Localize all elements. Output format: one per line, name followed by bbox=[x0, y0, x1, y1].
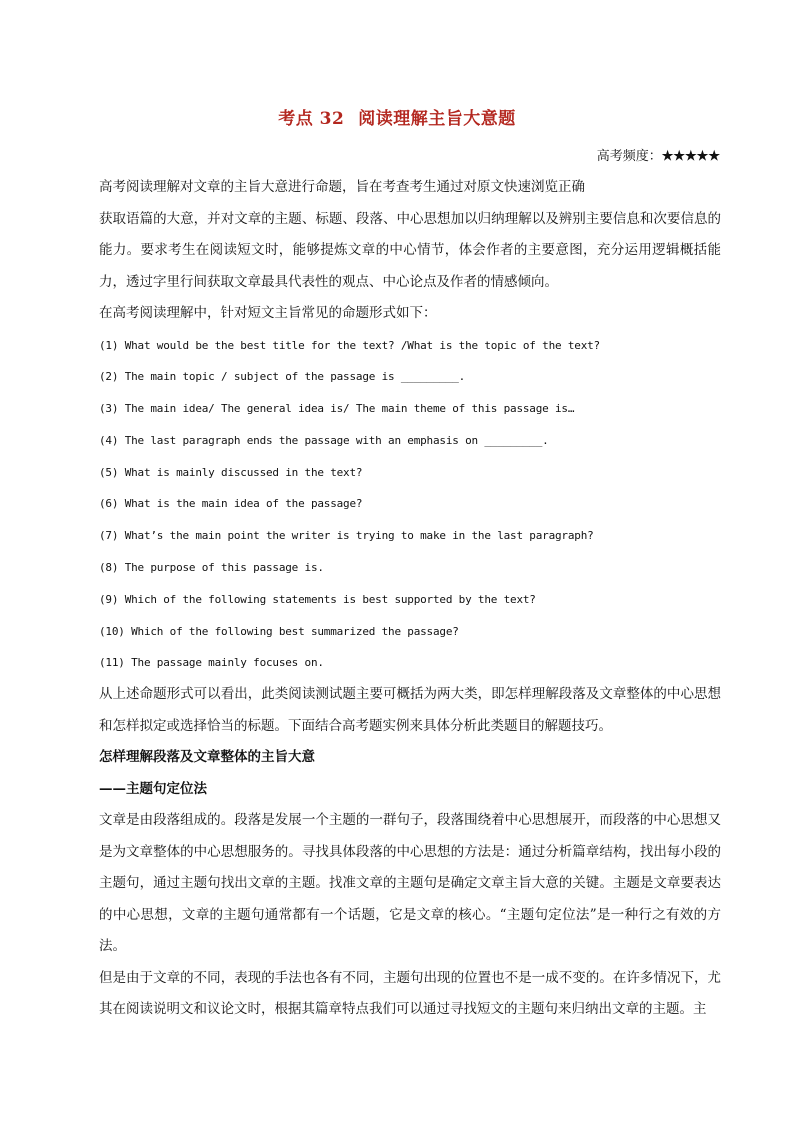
title-prefix: 考点 32 bbox=[278, 109, 345, 129]
summary-paragraph: 从上述命题形式可以看出，此类阅读测试题主要可概括为两大类，即怎样理解段落及文章整体的中心思想和怎样拟定或选择恰当的标题。下面结合高考题实例来具体分析此类题目的解题技巧。 bbox=[99, 686, 721, 734]
list-item: (8) The purpose of this passage is. bbox=[99, 561, 324, 575]
question-forms-list bbox=[99, 330, 721, 680]
page-title bbox=[0, 104, 794, 129]
frequency-label: 高考频度： bbox=[596, 149, 662, 164]
forms-intro: 在高考阅读理解中，针对短文主旨常见的命题形式如下： bbox=[99, 305, 437, 321]
list-item: (7) What’s the main point the writer is trying to make in the last paragraph? bbox=[99, 529, 594, 543]
list-item: (9) Which of the following statements is best supported by the text? bbox=[99, 592, 536, 606]
intro-first-line: 高考阅读理解对文章的主旨大意进行命题，旨在考查考生通过对原文快速浏览正确 bbox=[99, 179, 585, 195]
list-item: (6) What is the main idea of the passage? bbox=[99, 497, 363, 511]
sub-heading: ——主题句定位法 bbox=[99, 780, 207, 797]
list-item: (10) Which of the following best summarized the passage? bbox=[99, 624, 459, 638]
list-item: (4) The last paragraph ends the passage with an emphasis on _________. bbox=[99, 433, 549, 447]
list-item: (3) The main idea/ The general idea is/ The main theme of this passage is… bbox=[99, 402, 575, 416]
list-item: (1) What would be the best title for the text? /What is the topic of the text? bbox=[99, 338, 600, 352]
intro-paragraph: 获取语篇的大意，并对文章的主题、标题、段落、中心思想加以归纳理解以及辨别主要信息和次要信息的能力。要求考生在阅读短文时，能够提炼文章的中心情节，体会作者的主要意图，充分运用逻辑概括能力，透过字里行间获取文章最具代表性的观点、中心论点及作者的情感倾向。 bbox=[99, 210, 721, 290]
star-rating-icon: ★★★★★ bbox=[661, 149, 720, 164]
list-item: (5) What is mainly discussed in the text? bbox=[99, 465, 363, 479]
list-item: (2) The main topic / subject of the passage is _________. bbox=[99, 370, 466, 384]
list-item: (11) The passage mainly focuses on. bbox=[99, 656, 324, 670]
title-main: 阅读理解主旨大意题 bbox=[358, 109, 516, 129]
last-paragraph: 但是由于文章的不同，表现的手法也各有不同，主题句出现的位置也不是一成不变的。在许多情况下，尤其在阅读说明文和议论文时，根据其篇章特点我们可以通过寻找短文的主题句来归纳出文章的主题。主 bbox=[99, 969, 721, 1018]
section-heading: 怎样理解段落及文章整体的主旨大意 bbox=[99, 749, 315, 766]
document-body bbox=[99, 172, 721, 1026]
frequency-rating bbox=[597, 145, 720, 164]
topic-paragraph: 文章是由段落组成的。段落是发展一个主题的一群句子，段落围绕着中心思想展开，而段落的中心思想又是为文章整体的中心思想服务的。寻找具体段落的中心思想的方法是：通过分析篇章结构，找出每小段的主题句，通过主题句找出文章的主题。找准文章的主题句是确定文章主旨大意的关键。主题是文章要表达的中心思想，文章的主题句通常都有一个话题，它是文章的核心。“主题句定位法”是一种行之有效的方法。 bbox=[99, 812, 721, 955]
